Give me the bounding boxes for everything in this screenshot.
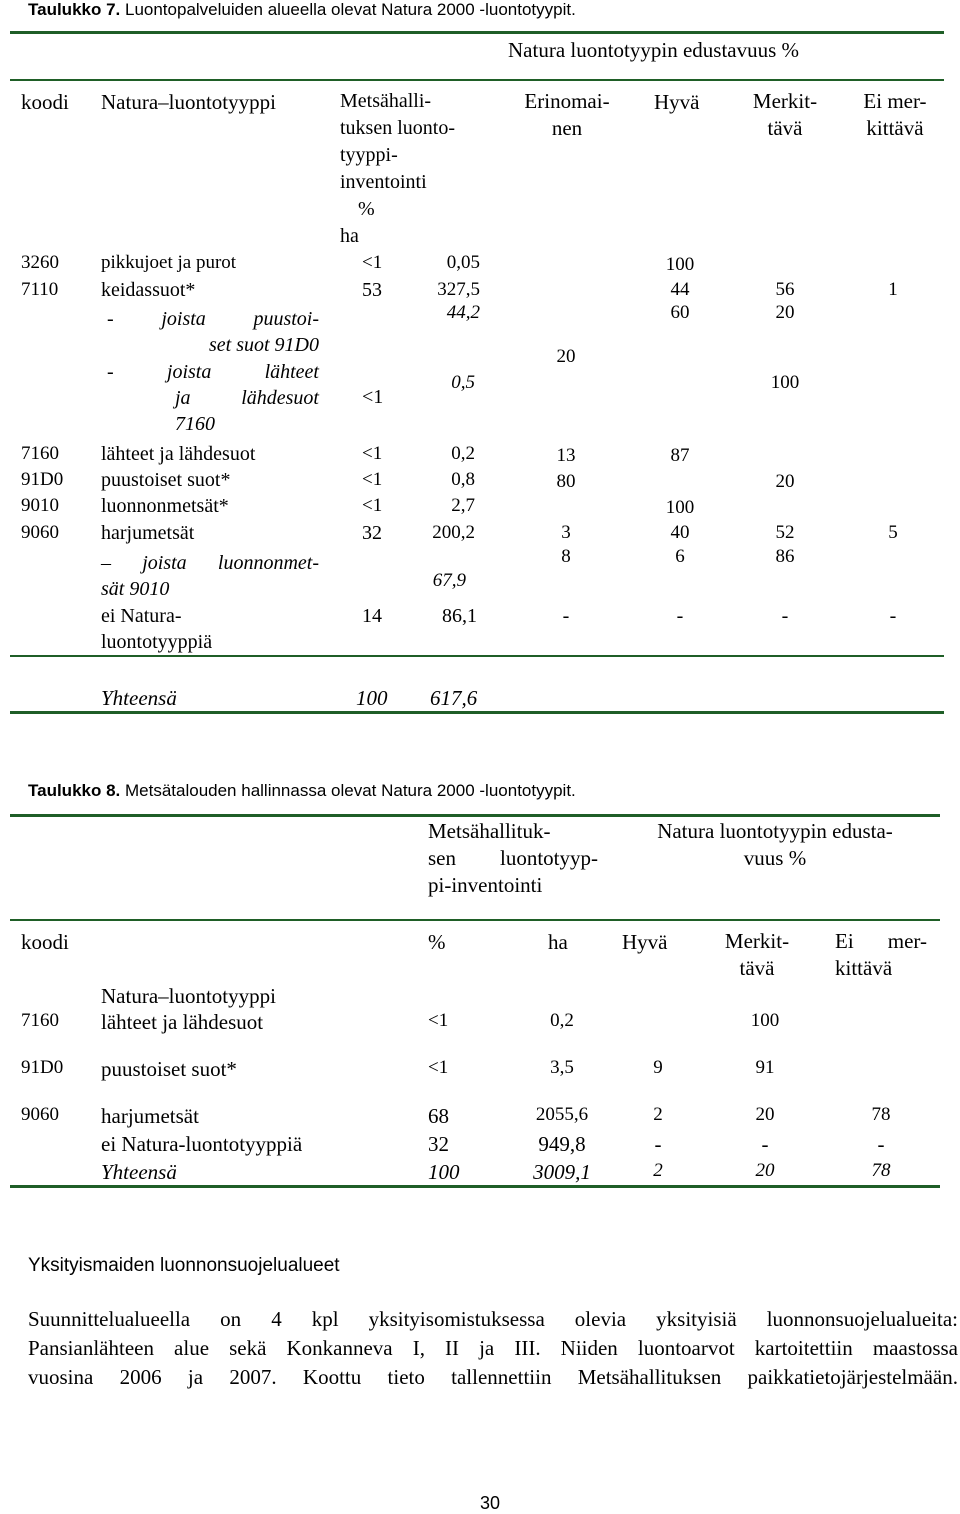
t7-r8-ha: 200,2 bbox=[432, 522, 475, 543]
t8-r3-koodi: 9060 bbox=[21, 1104, 59, 1125]
t7-h-hyva: Hyvä bbox=[654, 90, 700, 114]
t8-h-nat-1: Natura luontotyypin edusta- bbox=[657, 819, 893, 843]
t7-h-inv-3: tyyppi- bbox=[340, 144, 398, 166]
t8-total-ei: 78 bbox=[871, 1160, 891, 1181]
t7-r7-koodi: 9010 bbox=[21, 495, 59, 516]
paragraph-line-3: vuosina 2006 ja 2007. Koottu tieto tallennettiin Metsähallituksen paikkatietojärjestelmään. bbox=[28, 1365, 958, 1389]
t7-r3-tyyppi-line1 bbox=[101, 306, 319, 332]
t8-h-ei-merkittava bbox=[835, 928, 927, 982]
t8-h-merkittava bbox=[716, 928, 798, 982]
t7-r4-tyyppi bbox=[101, 359, 319, 437]
t7-h-erinomainen bbox=[512, 88, 622, 142]
t7-r2-hyva: 44 bbox=[670, 279, 690, 300]
t8-r3-ha: 2055,6 bbox=[535, 1104, 589, 1125]
t8-r3-hyva: 2 bbox=[653, 1104, 663, 1125]
t7-h-inv-1: Metsähalli- bbox=[340, 90, 432, 112]
t7-r5-erin: 13 bbox=[556, 445, 576, 466]
word: luontotyyp- bbox=[500, 846, 598, 870]
word: joista bbox=[161, 308, 206, 330]
word: sen bbox=[428, 846, 456, 870]
table8-header-rule bbox=[10, 919, 940, 921]
t7-r8-koodi: 9060 bbox=[21, 522, 59, 543]
t8-h-ha: ha bbox=[548, 930, 568, 954]
t7-r1-tyyppi: pikkujoet ja purot bbox=[101, 252, 237, 273]
table7-caption bbox=[28, 0, 576, 20]
t7-r10-erin: - bbox=[562, 605, 570, 627]
t7-r10-tyyppi bbox=[101, 603, 212, 655]
table7-body-rule bbox=[10, 655, 944, 657]
t7-r1-koodi: 3260 bbox=[21, 252, 59, 273]
word: puustoi- bbox=[253, 308, 319, 330]
word: Ei bbox=[835, 929, 854, 953]
t7-r10-merk: - bbox=[781, 605, 789, 627]
t8-h-tyyppi: Natura–luontotyyppi bbox=[101, 984, 276, 1008]
table8-caption bbox=[28, 781, 576, 801]
t7-h-ei-2: kittävä bbox=[866, 116, 924, 140]
t7-r6-pct: <1 bbox=[362, 469, 383, 490]
t8-r2-koodi: 91D0 bbox=[21, 1057, 64, 1078]
t8-h-natura-group bbox=[630, 818, 920, 872]
section-paragraph bbox=[28, 1305, 958, 1392]
t8-total-ha: 3009,1 bbox=[533, 1160, 591, 1184]
table8-caption-label: Taulukko 8. bbox=[28, 781, 121, 800]
t8-r1-tyyppi: lähteet ja lähdesuot bbox=[101, 1010, 264, 1034]
t7-r2-ha: 327,5 bbox=[437, 279, 480, 300]
t8-h-inv-2 bbox=[428, 845, 598, 872]
t8-h-inv-1: Metsähallituk- bbox=[428, 819, 551, 843]
t7-r7-pct: <1 bbox=[362, 495, 383, 516]
t7-r10-hyva: - bbox=[676, 605, 684, 627]
t7-h-merkittava bbox=[740, 88, 830, 142]
t7-r6-merk: 20 bbox=[775, 471, 795, 492]
t7-r9-tyyppi-line1 bbox=[101, 550, 319, 576]
t7-r9-erin: 8 bbox=[561, 546, 571, 567]
t8-total-label: Yhteensä bbox=[101, 1160, 177, 1184]
t8-h-koodi: koodi bbox=[21, 930, 69, 954]
t7-r8-erin: 3 bbox=[561, 522, 571, 543]
t8-r1-merk: 100 bbox=[750, 1010, 780, 1031]
t7-total-label: Yhteensä bbox=[101, 686, 177, 710]
t7-r5-hyva: 87 bbox=[670, 445, 690, 466]
t7-h-tyyppi: Natura–luontotyyppi bbox=[101, 90, 276, 114]
t7-r9-tyyppi-line2: sät 9010 bbox=[101, 578, 170, 600]
t7-r6-ha: 0,8 bbox=[451, 469, 475, 490]
t8-r4-tyyppi: ei Natura-luontotyyppiä bbox=[101, 1132, 303, 1156]
t7-total-ha: 617,6 bbox=[430, 686, 478, 710]
word: lähteet bbox=[264, 361, 319, 383]
t7-r6-erin: 80 bbox=[556, 471, 576, 492]
paragraph-line-1: Suunnittelualueella on 4 kpl yksityisomistuksessa olevia yksityisiä luonnonsuojelualueita: bbox=[28, 1307, 958, 1331]
t7-r8-pct: 32 bbox=[362, 522, 382, 544]
t8-total-merk: 20 bbox=[755, 1160, 775, 1181]
section-heading: Yksityismaiden luonnonsuojelualueet bbox=[28, 1255, 340, 1276]
t8-h-inv-3: pi-inventointi bbox=[428, 873, 543, 897]
t8-h-pct: % bbox=[428, 930, 446, 954]
t8-r1-koodi: 7160 bbox=[21, 1010, 59, 1031]
t7-r4-ha: 0,5 bbox=[451, 372, 475, 393]
t7-total-pct: 100 bbox=[356, 686, 388, 710]
word: ja bbox=[175, 387, 191, 409]
word: joista bbox=[166, 361, 212, 383]
t8-h-inventointi-group bbox=[428, 818, 598, 899]
t7-h-inv-ha: ha bbox=[340, 225, 359, 247]
t7-h-erin-1: Erinomai- bbox=[524, 89, 610, 113]
t7-r3-merk: 20 bbox=[775, 302, 795, 323]
t8-total-hyva: 2 bbox=[653, 1160, 663, 1181]
t7-r4-erin: 20 bbox=[556, 346, 576, 367]
t8-total-pct: 100 bbox=[428, 1160, 460, 1184]
t8-h-nat-2: vuus % bbox=[743, 846, 807, 870]
word: mer- bbox=[887, 929, 927, 953]
t7-h-erin-2: nen bbox=[551, 116, 583, 140]
word: - bbox=[107, 361, 114, 383]
t8-h-ei-2: kittävä bbox=[835, 956, 893, 980]
t7-r7-tyyppi: luonnonmetsät* bbox=[101, 495, 229, 517]
t7-h-inv-4: inventointi bbox=[340, 171, 427, 193]
t7-h-inv-pct: % bbox=[358, 198, 375, 220]
t7-r3-hyva: 60 bbox=[670, 302, 690, 323]
t7-r4-merk: 100 bbox=[770, 372, 800, 393]
table8-top-rule bbox=[10, 814, 940, 817]
t7-r2-merk: 56 bbox=[775, 279, 795, 300]
t8-r2-tyyppi: puustoiset suot* bbox=[101, 1057, 237, 1081]
word: lähdesuot bbox=[241, 387, 319, 409]
t7-r2-ei: 1 bbox=[888, 279, 898, 300]
page-number: 30 bbox=[480, 1493, 501, 1513]
t8-h-ei-1 bbox=[835, 928, 927, 955]
t7-h-merk-2: tävä bbox=[767, 116, 803, 140]
t7-r3-tyyppi bbox=[101, 306, 319, 358]
t7-r8-hyva: 40 bbox=[670, 522, 690, 543]
t8-r3-tyyppi: harjumetsät bbox=[101, 1104, 199, 1128]
t7-r1-hyva: 100 bbox=[665, 254, 695, 275]
t7-r4-tyyppi-line2 bbox=[101, 385, 319, 411]
t7-r3-ha: 44,2 bbox=[446, 302, 480, 323]
t7-h-inventointi bbox=[340, 88, 455, 250]
t7-r10-tyyppi-line1: ei Natura- bbox=[101, 605, 182, 627]
t8-r2-hyva: 9 bbox=[653, 1057, 663, 1078]
t8-r1-ha: 0,2 bbox=[550, 1010, 574, 1031]
t7-r9-tyyppi bbox=[101, 550, 319, 602]
t7-r2-tyyppi: keidassuot* bbox=[101, 279, 196, 301]
t7-r10-ha: 86,1 bbox=[442, 605, 477, 627]
t7-r2-koodi: 7110 bbox=[21, 279, 59, 300]
t7-h-merk-1: Merkit- bbox=[752, 89, 818, 113]
t7-r7-ha: 2,7 bbox=[451, 495, 475, 516]
t8-h-hyva: Hyvä bbox=[622, 930, 668, 954]
t7-r2-pct: 53 bbox=[362, 279, 382, 301]
t8-r4-ei: - bbox=[877, 1132, 885, 1156]
table8-caption-text: Metsätalouden hallinnassa olevat Natura 2000 -luontotyypit. bbox=[120, 781, 576, 800]
t8-h-merk-2: tävä bbox=[739, 956, 775, 980]
paragraph-line-2: Pansianlähteen alue sekä Konkanneva I, II ja III. Niiden luontoarvot kartoitettiin maastossa bbox=[28, 1336, 958, 1360]
word: - bbox=[107, 308, 114, 330]
t8-r1-pct: <1 bbox=[428, 1010, 449, 1031]
t7-r9-merk: 86 bbox=[775, 546, 795, 567]
t7-r3-tyyppi-line2: set suot 91D0 bbox=[209, 334, 319, 356]
table7-caption-text: Luontopalveluiden alueella olevat Natura 2000 -luontotyypit. bbox=[120, 0, 576, 19]
table7-top-rule bbox=[10, 31, 944, 34]
t8-r2-pct: <1 bbox=[428, 1057, 449, 1078]
t7-r5-tyyppi: lähteet ja lähdesuot bbox=[101, 443, 256, 465]
t7-r1-pct: <1 bbox=[362, 252, 383, 273]
t8-r2-merk: 91 bbox=[755, 1057, 775, 1078]
t7-r10-tyyppi-line2: luontotyyppiä bbox=[101, 631, 213, 653]
t7-r4-tyyppi-line1 bbox=[101, 359, 319, 385]
t7-r6-koodi: 91D0 bbox=[21, 469, 64, 490]
t7-h-koodi: koodi bbox=[21, 90, 69, 114]
t8-r4-pct: 32 bbox=[428, 1132, 449, 1156]
table8-bottom-rule bbox=[10, 1185, 940, 1188]
t7-h-ei-merkittava bbox=[850, 88, 940, 142]
t8-r3-merk: 20 bbox=[755, 1104, 775, 1125]
table7-header-rule bbox=[10, 79, 944, 81]
t8-r4-ha: 949,8 bbox=[538, 1132, 586, 1156]
t7-r1-ha: 0,05 bbox=[446, 252, 480, 273]
t7-r10-ei: - bbox=[889, 605, 897, 627]
t7-r6-tyyppi: puustoiset suot* bbox=[101, 469, 231, 491]
t7-r8-merk: 52 bbox=[775, 522, 795, 543]
table7-group-header: Natura luontotyypin edustavuus % bbox=[508, 38, 800, 62]
table7-caption-label: Taulukko 7. bbox=[28, 0, 121, 19]
t8-r4-hyva: - bbox=[654, 1132, 662, 1156]
t7-r9-hyva: 6 bbox=[675, 546, 685, 567]
t8-r2-ha: 3,5 bbox=[550, 1057, 574, 1078]
t8-r3-ei: 78 bbox=[871, 1104, 891, 1125]
word: joista bbox=[142, 552, 187, 574]
t7-r9-ha: 67,9 bbox=[432, 570, 466, 591]
t7-r5-koodi: 7160 bbox=[21, 443, 59, 464]
t7-r8-tyyppi: harjumetsät bbox=[101, 522, 195, 544]
t8-r3-pct: 68 bbox=[428, 1104, 449, 1128]
t8-r4-merk: - bbox=[761, 1132, 769, 1156]
t7-r10-pct: 14 bbox=[362, 605, 382, 627]
t7-r7-hyva: 100 bbox=[665, 497, 695, 518]
t7-r5-ha: 0,2 bbox=[451, 443, 475, 464]
t8-h-merk-1: Merkit- bbox=[724, 929, 790, 953]
table7-bottom-rule bbox=[10, 711, 944, 714]
t7-r8-ei: 5 bbox=[888, 522, 898, 543]
word: luonnonmet- bbox=[217, 552, 319, 574]
word: – bbox=[101, 552, 111, 574]
t7-h-ei-1: Ei mer- bbox=[863, 89, 927, 113]
t7-h-inv-2: tuksen luonto- bbox=[340, 117, 455, 139]
t7-r4-tyyppi-line3: 7160 bbox=[175, 413, 215, 435]
t7-r5-pct: <1 bbox=[362, 443, 383, 464]
t7-r4-pct: <1 bbox=[362, 386, 384, 408]
